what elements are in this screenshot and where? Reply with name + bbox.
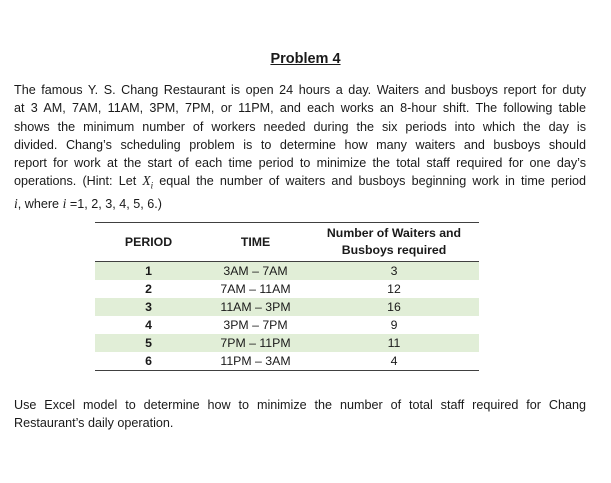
instruction-line: Use Excel model to determine how to minimize the number of total staff required for Chang <box>14 398 586 412</box>
intro-line: shows the minimum number of workers needed during the six periods into which the day is <box>14 119 586 134</box>
problem-description <box>14 81 586 214</box>
hint-variable: $X_i$ <box>142 173 154 192</box>
required-cell: 3 <box>390 264 398 278</box>
intro-line: divided. Chang’s scheduling problem is to determine how many waiters and busboys should <box>14 137 586 152</box>
required-cell: 11 <box>387 336 401 350</box>
page-title: Problem 4 <box>270 51 341 67</box>
table-row <box>95 352 479 370</box>
header-required: Number of Waiters and Busboys required <box>326 226 462 257</box>
intro-line: The famous Y. S. Chang Restaurant is open 24 hours a day. Waiters and busboys report for duty <box>14 83 586 97</box>
header-period: PERIOD <box>124 235 173 249</box>
table-row <box>95 316 479 334</box>
hint-line-2: i, where i =1, 2, 3, 4, 5, 6.) <box>14 196 162 212</box>
required-cell: 16 <box>387 300 401 314</box>
hint-suffix: equal the number of waiters and busboys beginning work in time period <box>153 174 586 189</box>
header-time: TIME <box>240 235 271 249</box>
period-cell: 5 <box>145 336 152 350</box>
period-cell: 1 <box>145 264 152 278</box>
period-cell: 3 <box>145 300 152 314</box>
intro-line: at 3 AM, 7AM, 11AM, 3PM, 7PM, or 11PM, and each works an 8-hour shift. The following table <box>14 101 586 116</box>
time-cell: 3PM – 7PM <box>223 318 288 332</box>
time-cell: 3AM – 7AM <box>223 264 288 278</box>
time-cell: 11PM – 3AM <box>220 354 291 368</box>
required-cell: 9 <box>390 318 398 332</box>
time-cell: 11AM – 3PM <box>220 300 291 314</box>
instruction <box>14 396 586 433</box>
period-cell: 2 <box>145 282 152 296</box>
table-body <box>95 262 479 370</box>
required-cell: 12 <box>387 282 401 296</box>
table-row <box>95 298 479 316</box>
table-rule-top <box>95 222 479 223</box>
table-row <box>95 280 479 298</box>
hint-line <box>14 172 586 195</box>
time-cell: 7PM – 11PM <box>220 336 291 350</box>
period-cell: 4 <box>145 318 152 332</box>
time-cell: 7AM – 11AM <box>220 282 291 296</box>
table-row <box>95 262 479 280</box>
hint-prefix: operations. (Hint: Let <box>14 174 143 189</box>
period-cell: 6 <box>145 354 152 368</box>
required-cell: 4 <box>390 354 398 368</box>
table-row <box>95 334 479 352</box>
table-rule-bottom <box>95 370 479 371</box>
instruction-line: Restaurant’s daily operation. <box>14 416 174 431</box>
intro-line: report for work at the start of each time period to minimize the total staff required for one day’s <box>14 156 586 171</box>
